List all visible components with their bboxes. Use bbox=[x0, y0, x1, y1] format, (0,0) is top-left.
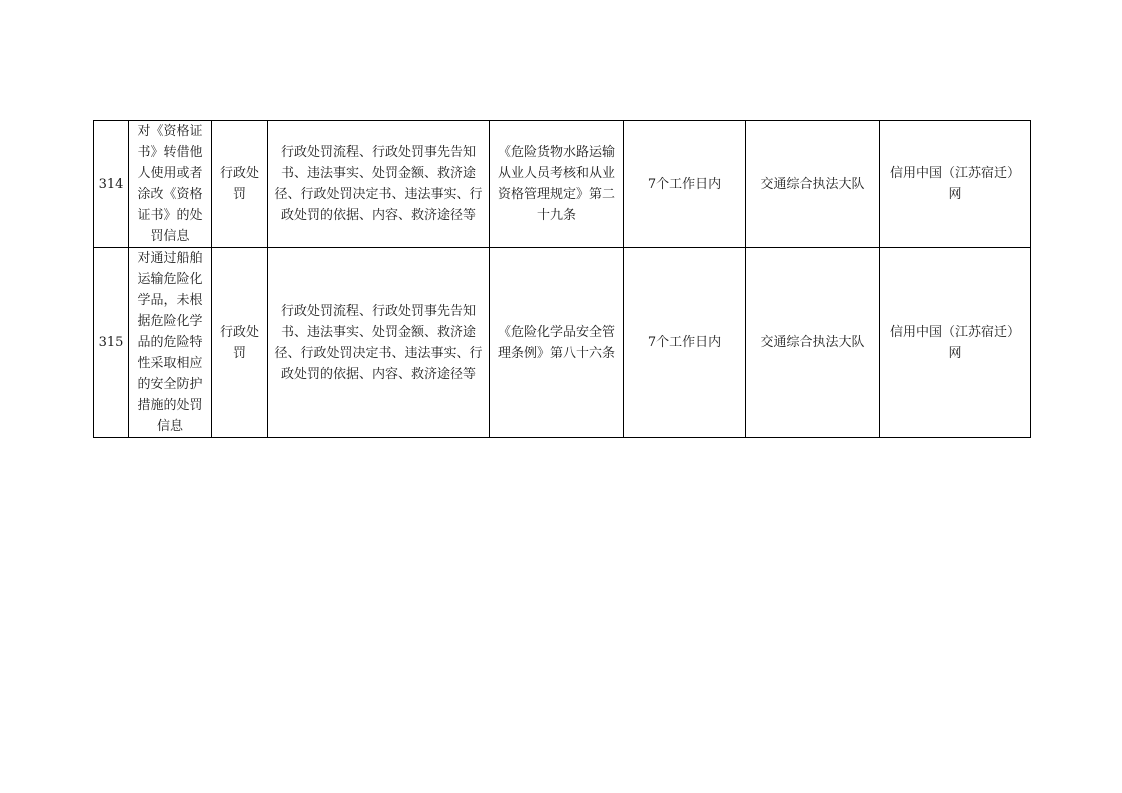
item-title: 对通过船舶运输危险化学品，未根据危险化学品的危险特性采取相应的安全防护措施的处罚信息 bbox=[129, 248, 212, 438]
table-row bbox=[94, 121, 1031, 248]
disclosure-channel: 信用中国（江苏宿迁）网 bbox=[880, 248, 1031, 438]
disclosure-table bbox=[93, 120, 1031, 438]
disclosure-content: 行政处罚流程、行政处罚事先告知书、违法事实、处罚金额、救济途径、行政处罚决定书、违法事实、行政处罚的依据、内容、救济途径等 bbox=[268, 121, 490, 248]
time-limit: 7个工作日内 bbox=[624, 121, 746, 248]
disclosure-channel: 信用中国（江苏宿迁）网 bbox=[880, 121, 1031, 248]
responsible-department: 交通综合执法大队 bbox=[746, 121, 880, 248]
item-title: 对《资格证书》转借他人使用或者涂改《资格证书》的处罚信息 bbox=[129, 121, 212, 248]
legal-basis: 《危险化学品安全管理条例》第八十六条 bbox=[490, 248, 624, 438]
row-number: 315 bbox=[94, 248, 129, 438]
legal-basis: 《危险货物水路运输从业人员考核和从业资格管理规定》第二十九条 bbox=[490, 121, 624, 248]
item-category: 行政处罚 bbox=[212, 121, 268, 248]
responsible-department: 交通综合执法大队 bbox=[746, 248, 880, 438]
time-limit: 7个工作日内 bbox=[624, 248, 746, 438]
table-row bbox=[94, 248, 1031, 438]
row-number: 314 bbox=[94, 121, 129, 248]
disclosure-content: 行政处罚流程、行政处罚事先告知书、违法事实、处罚金额、救济途径、行政处罚决定书、违法事实、行政处罚的依据、内容、救济途径等 bbox=[268, 248, 490, 438]
item-category: 行政处罚 bbox=[212, 248, 268, 438]
